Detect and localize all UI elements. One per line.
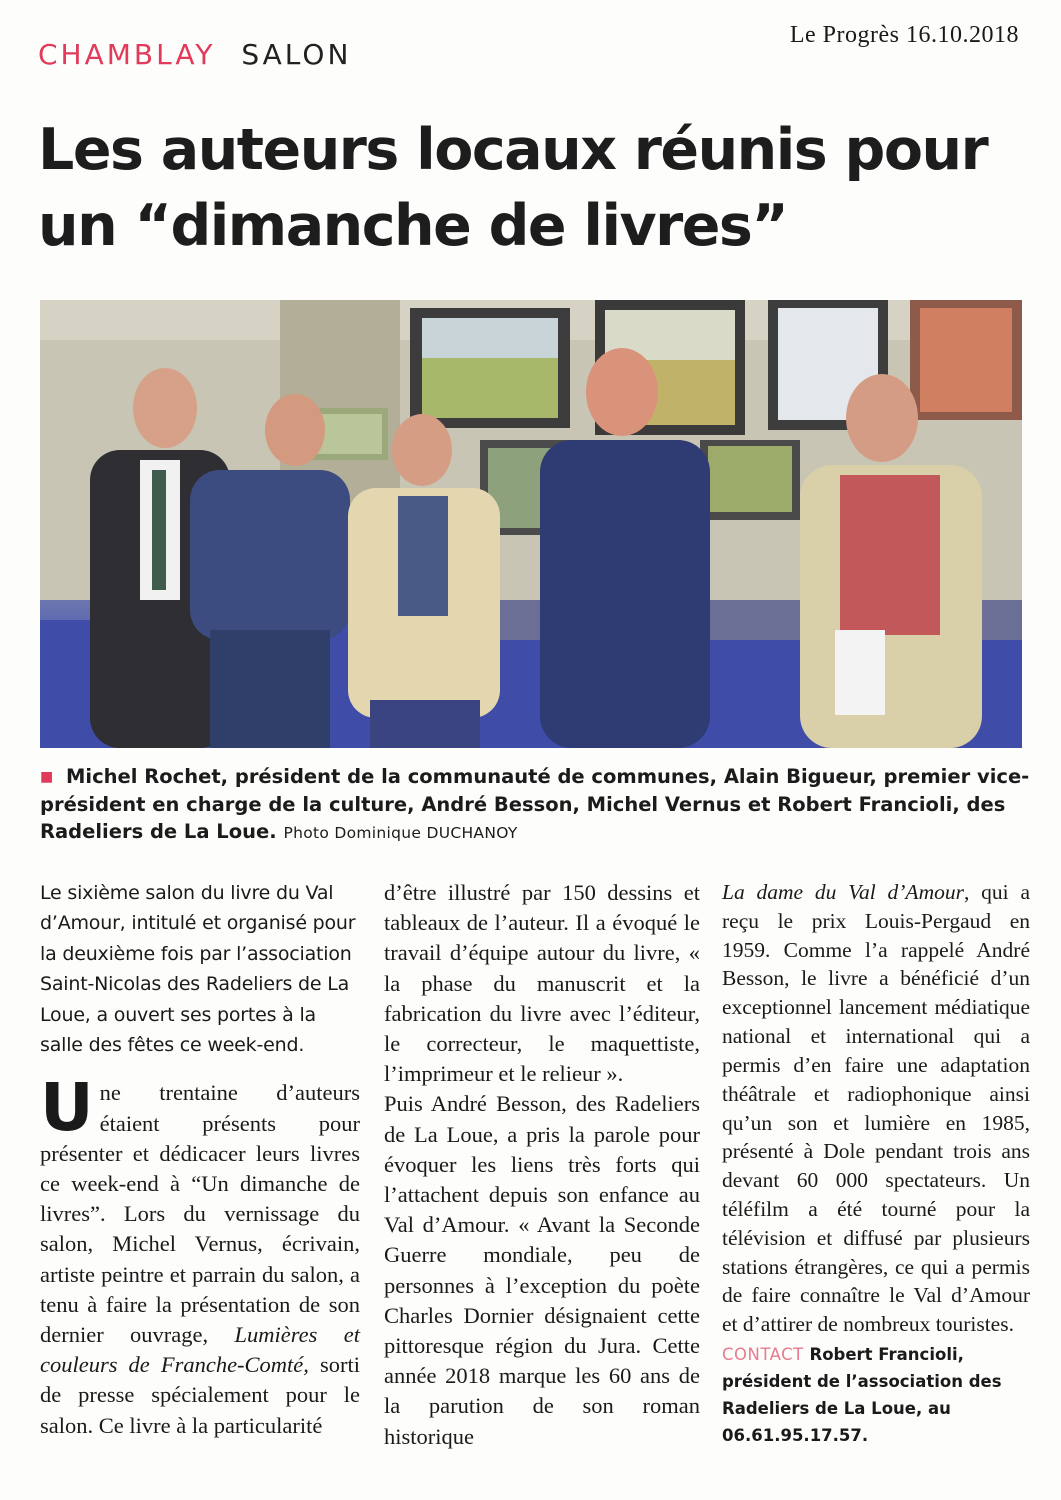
article-paragraph-1 <box>40 1069 360 1440</box>
caption-bullet-icon: ■ <box>40 769 54 785</box>
paragraph-2-text-start: Puis André Besson, des Radeliers de La Loue, a pris la parole pour évoquer les liens très forts qui l’attachent depuis son enfance au Val d’Amour. « Avant la Seconde Guerre mondiale, peu de personnes à l’exception du poète Charles Dornier désignaient cette pittoresque région du Jura. Cette année 2018 marque les 60 ans de la parution de son roman historique <box>384 1091 700 1449</box>
article-headline: Les auteurs locaux réunis pour un “dimanche de livres” <box>38 117 988 259</box>
newspaper-source-date: Le Progrès 16.10.2018 <box>789 22 1019 48</box>
book-title-lumieres: Lumières et couleurs de Franche-Comté, <box>40 1322 360 1378</box>
article-photo <box>40 300 1022 748</box>
article-column-3 <box>722 878 1030 1449</box>
contact-info <box>722 1341 1030 1449</box>
article-column-1 <box>40 878 360 1441</box>
paragraph-1-text-mid: sorti de presse spécialement pour le salon. Ce livre à la particularité <box>40 1352 360 1438</box>
photo-credit: Photo Dominique DUCHANOY <box>283 824 518 842</box>
section-kicker <box>38 38 351 71</box>
kicker-place: CHAMBLAY <box>38 38 216 71</box>
drop-cap: U <box>40 1069 94 1147</box>
article-paragraph-2-continued <box>722 878 1030 1339</box>
photo-caption <box>40 763 1030 847</box>
paragraph-2-text-end: , qui a reçu le prix Louis-Pergaud en 1959. Comme l’a rappelé André Besson, le livre a bénéficié d’un exceptionnel lancement médiatique national et international qui a permis d’en faire une adaptation théâtrale et radiophonique ainsi qu’un son et lumière en 1985, présenté à Dole pendant trois ans devant 60 000 spectateurs. Un téléfilm a été tourné pour la télévision et diffusé par plusieurs stations étrangères, ce qui a permis de faire connaître le Val d’Amour et d’attirer de nombreux touristes. <box>722 880 1030 1337</box>
contact-label: CONTACT <box>722 1345 810 1364</box>
book-title-dame-val-amour: La dame du Val d’Amour <box>722 880 964 904</box>
caption-text: Michel Rochet, président de la communauté de communes, Alain Bigueur, premier vice-président en charge de la culture, André Besson, Michel Vernus et Robert Francioli, des Radeliers de La Loue. <box>40 765 1030 843</box>
article-lead: Le sixième salon du livre du Val d’Amour, intitulé et organisé pour la deuxième fois par l’association Saint-Nicolas des Radeliers de La Loue, a ouvert ses portes à la salle des fêtes ce week-end. <box>40 882 356 1057</box>
kicker-rubric: SALON <box>241 38 352 71</box>
article-paragraph-2 <box>384 1089 700 1451</box>
photo-group-of-five-men-icon <box>40 300 1022 748</box>
article-paragraph-1-continued: d’être illustré par 150 dessins et tableaux de l’auteur. Il a évoqué le travail d’équipe autour du livre, « la phase du manuscrit et la fabrication du livre avec l’éditeur, le correcteur, le maquettiste, l’imprimeur et le relieur ». <box>384 880 700 1087</box>
contact-text: Robert Francioli, président de l’association des Radeliers de La Loue, au 06.61.95.17.57. <box>722 1345 1002 1445</box>
article-column-2 <box>384 878 700 1452</box>
paragraph-1-text-start: ne trentaine d’auteurs étaient présents pour présenter et dédicacer leurs livres ce week-end à “Un dimanche de livres”. Lors du vernissage du salon, Michel Vernus, écrivain, artiste peintre et parrain du salon, a tenu à faire la présentation de son dernier ouvrage, <box>40 1080 360 1348</box>
